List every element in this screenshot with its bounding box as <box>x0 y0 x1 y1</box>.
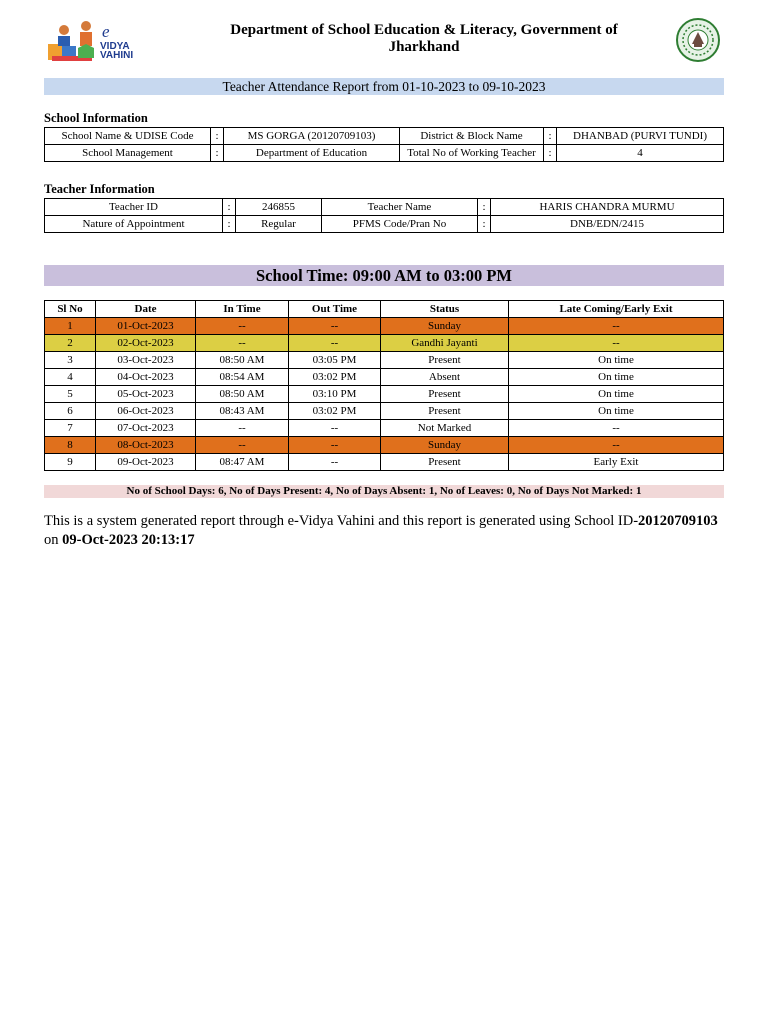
school-info-table <box>44 127 724 162</box>
date-cell: 03-Oct-2023 <box>96 352 196 369</box>
footer-on: on <box>44 532 63 548</box>
colon: : <box>211 128 224 145</box>
teacher-id-value: 246855 <box>236 199 322 216</box>
col-header-out-time: Out Time <box>289 301 381 318</box>
late-early-cell: Early Exit <box>509 454 724 471</box>
sl-no-cell: 2 <box>45 335 96 352</box>
status-cell: Present <box>381 403 509 420</box>
sl-no-cell: 7 <box>45 420 96 437</box>
teacher-name-label: Teacher Name <box>322 199 478 216</box>
out-time-cell: 03:10 PM <box>289 386 381 403</box>
teacher-info-row <box>45 199 724 216</box>
sl-no-cell: 5 <box>45 386 96 403</box>
colon: : <box>223 199 236 216</box>
colon: : <box>544 128 557 145</box>
late-early-cell: On time <box>509 369 724 386</box>
colon: : <box>223 216 236 233</box>
report-title: Teacher Attendance Report from 01-10-2023 to 09-10-2023 <box>44 78 724 95</box>
attendance-row <box>45 437 724 454</box>
out-time-cell: 03:02 PM <box>289 369 381 386</box>
school-name-label: School Name & UDISE Code <box>45 128 211 145</box>
colon: : <box>211 145 224 162</box>
appointment-value: Regular <box>236 216 322 233</box>
in-time-cell: 08:50 AM <box>196 352 289 369</box>
working-teacher-label: Total No of Working Teacher <box>400 145 544 162</box>
date-cell: 06-Oct-2023 <box>96 403 196 420</box>
attendance-row <box>45 403 724 420</box>
attendance-header-row <box>45 301 724 318</box>
in-time-cell: 08:50 AM <box>196 386 289 403</box>
sl-no-cell: 8 <box>45 437 96 454</box>
out-time-cell: -- <box>289 454 381 471</box>
col-header-in-time: In Time <box>196 301 289 318</box>
in-time-cell: -- <box>196 437 289 454</box>
status-cell: Present <box>381 352 509 369</box>
late-early-cell: -- <box>509 437 724 454</box>
attendance-row <box>45 318 724 335</box>
out-time-cell: -- <box>289 437 381 454</box>
out-time-cell: 03:05 PM <box>289 352 381 369</box>
in-time-cell: -- <box>196 318 289 335</box>
status-cell: Present <box>381 386 509 403</box>
logo-e-letter: e <box>102 22 110 41</box>
footer-school-id: 20120709103 <box>638 513 718 529</box>
logo-line-1: VIDYA <box>100 41 130 52</box>
date-cell: 01-Oct-2023 <box>96 318 196 335</box>
col-header-late-early: Late Coming/Early Exit <box>509 301 724 318</box>
school-name-value: MS GORGA (20120709103) <box>224 128 400 145</box>
status-cell: Sunday <box>381 318 509 335</box>
sl-no-cell: 6 <box>45 403 96 420</box>
colon: : <box>478 216 491 233</box>
district-block-label: District & Block Name <box>400 128 544 145</box>
logo-line-2: VAHINI <box>100 50 134 61</box>
out-time-cell: 03:02 PM <box>289 403 381 420</box>
status-cell: Absent <box>381 369 509 386</box>
late-early-cell: -- <box>509 318 724 335</box>
in-time-cell: -- <box>196 420 289 437</box>
attendance-row <box>45 352 724 369</box>
teacher-info-table <box>44 198 724 233</box>
attendance-row <box>45 420 724 437</box>
col-header-status: Status <box>381 301 509 318</box>
col-header-sl-no: Sl No <box>45 301 96 318</box>
col-header-date: Date <box>96 301 196 318</box>
school-time-banner: School Time: 09:00 AM to 03:00 PM <box>44 265 724 286</box>
school-info-row <box>45 128 724 145</box>
working-teacher-value: 4 <box>557 145 724 162</box>
late-early-cell: -- <box>509 420 724 437</box>
department-title: Department of School Education & Literacy, Government of Jharkhand <box>230 22 618 55</box>
jharkhand-emblem-icon <box>676 18 720 62</box>
attendance-body <box>45 318 724 471</box>
attendance-summary: No of School Days: 6, No of Days Present: 4, No of Days Absent: 1, No of Leaves: 0, No of Days Not Marked: 1 <box>44 485 724 498</box>
logo-wordmark <box>100 42 133 60</box>
status-cell: Gandhi Jayanti <box>381 335 509 352</box>
colon: : <box>478 199 491 216</box>
status-cell: Not Marked <box>381 420 509 437</box>
sl-no-cell: 3 <box>45 352 96 369</box>
late-early-cell: -- <box>509 335 724 352</box>
late-early-cell: On time <box>509 386 724 403</box>
date-cell: 05-Oct-2023 <box>96 386 196 403</box>
school-info-title: School Information <box>44 111 148 125</box>
attendance-row <box>45 369 724 386</box>
date-cell: 07-Oct-2023 <box>96 420 196 437</box>
in-time-cell: 08:47 AM <box>196 454 289 471</box>
attendance-row <box>45 335 724 352</box>
district-block-value: DHANBAD (PURVI TUNDI) <box>557 128 724 145</box>
sl-no-cell: 4 <box>45 369 96 386</box>
attendance-row <box>45 386 724 403</box>
late-early-cell: On time <box>509 352 724 369</box>
teacher-info-row <box>45 216 724 233</box>
status-cell: Sunday <box>381 437 509 454</box>
attendance-table <box>44 300 724 471</box>
sl-no-cell: 9 <box>45 454 96 471</box>
status-cell: Present <box>381 454 509 471</box>
footer-datetime: 09-Oct-2023 20:13:17 <box>62 532 195 548</box>
date-cell: 08-Oct-2023 <box>96 437 196 454</box>
late-early-cell: On time <box>509 403 724 420</box>
date-cell: 02-Oct-2023 <box>96 335 196 352</box>
school-management-label: School Management <box>45 145 211 162</box>
in-time-cell: -- <box>196 335 289 352</box>
sl-no-cell: 1 <box>45 318 96 335</box>
in-time-cell: 08:43 AM <box>196 403 289 420</box>
out-time-cell: -- <box>289 420 381 437</box>
attendance-row <box>45 454 724 471</box>
teacher-name-value: HARIS CHANDRA MURMU <box>491 199 724 216</box>
date-cell: 04-Oct-2023 <box>96 369 196 386</box>
colon: : <box>544 145 557 162</box>
out-time-cell: -- <box>289 318 381 335</box>
in-time-cell: 08:54 AM <box>196 369 289 386</box>
date-cell: 09-Oct-2023 <box>96 454 196 471</box>
school-info-row <box>45 145 724 162</box>
teacher-id-label: Teacher ID <box>45 199 223 216</box>
appointment-label: Nature of Appointment <box>45 216 223 233</box>
footer-note <box>44 512 724 550</box>
teacher-info-title: Teacher Information <box>44 182 155 196</box>
pfms-code-label: PFMS Code/Pran No <box>322 216 478 233</box>
school-management-value: Department of Education <box>224 145 400 162</box>
out-time-cell: -- <box>289 335 381 352</box>
pfms-code-value: DNB/EDN/2415 <box>491 216 724 233</box>
footer-text: This is a system generated report through e-Vidya Vahini and this report is generated using School ID- <box>44 513 639 529</box>
